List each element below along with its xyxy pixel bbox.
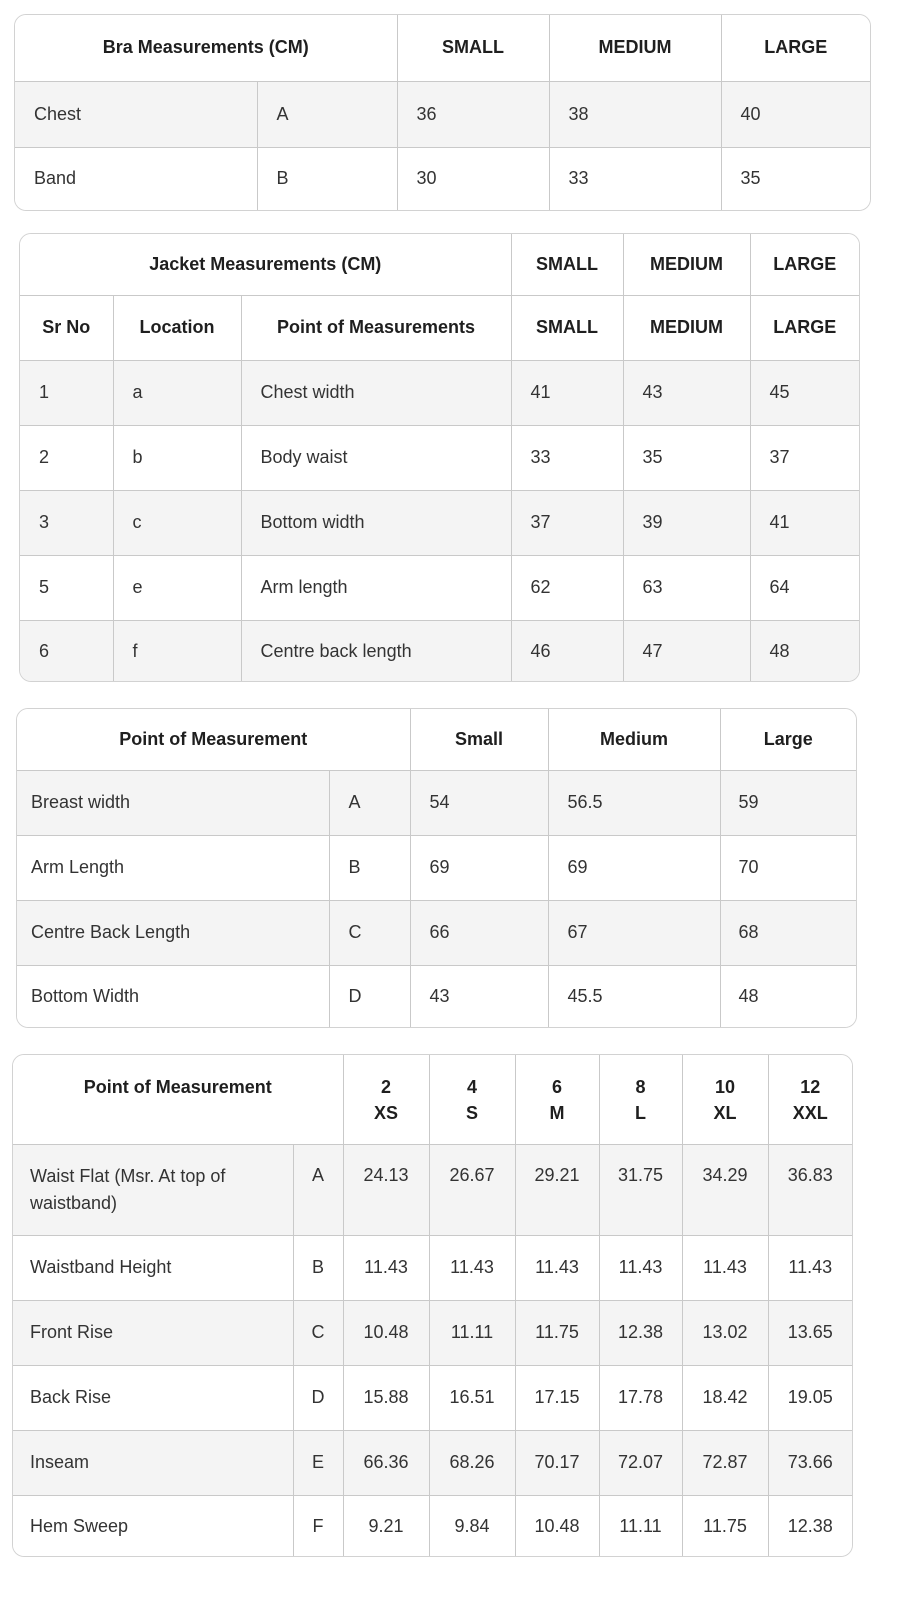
- cell-small: 66: [410, 900, 548, 965]
- size-code: S: [465, 1103, 478, 1123]
- row-label: Back Rise: [13, 1365, 293, 1430]
- row-code: B: [329, 835, 410, 900]
- row-code: A: [329, 770, 410, 835]
- table-row: [20, 555, 859, 620]
- table-row: [17, 835, 856, 900]
- bra-header-small: SMALL: [397, 15, 549, 81]
- table-row: [13, 1235, 852, 1300]
- cell-small: 36: [397, 81, 549, 147]
- fourth-title: Point of Measurement: [13, 1055, 343, 1144]
- cell-medium: 43: [623, 360, 750, 425]
- size-code: XL: [713, 1103, 737, 1123]
- cell-xs: 10.48: [343, 1300, 429, 1365]
- table-row: [17, 900, 856, 965]
- row-label: Breast width: [17, 770, 329, 835]
- cell-medium: 38: [549, 81, 721, 147]
- cell-xxl: 11.43: [768, 1235, 852, 1300]
- third-header-small: Small: [410, 709, 548, 770]
- cell-l: 31.75: [599, 1144, 682, 1235]
- row-code: A: [257, 81, 397, 147]
- cell-point: Bottom width: [241, 490, 511, 555]
- cell-medium: 63: [623, 555, 750, 620]
- third-title: Point of Measurement: [17, 709, 410, 770]
- cell-xxl: 73.66: [768, 1430, 852, 1495]
- row-code: F: [293, 1495, 343, 1557]
- row-code: C: [293, 1300, 343, 1365]
- jacket-header-small: SMALL: [511, 234, 623, 295]
- size-header-s: [429, 1055, 515, 1144]
- cell-large: 40: [721, 81, 870, 147]
- row-code: B: [293, 1235, 343, 1300]
- cell-small: 30: [397, 147, 549, 210]
- cell-xxl: 12.38: [768, 1495, 852, 1557]
- jacket-header-large: LARGE: [750, 234, 859, 295]
- jacket-sub-header-sr-no: Sr No: [20, 295, 113, 360]
- table-row: [13, 1365, 852, 1430]
- cell-xxl: 13.65: [768, 1300, 852, 1365]
- cell-xl: 13.02: [682, 1300, 768, 1365]
- cell-medium: 39: [623, 490, 750, 555]
- size-header-m: [515, 1055, 599, 1144]
- cell-point: Centre back length: [241, 620, 511, 682]
- cell-xl: 72.87: [682, 1430, 768, 1495]
- row-label: Chest: [15, 81, 257, 147]
- cell-sr-no: 3: [20, 490, 113, 555]
- table-row: [17, 965, 856, 1027]
- cell-small: 46: [511, 620, 623, 682]
- cell-large: 64: [750, 555, 859, 620]
- cell-medium: 47: [623, 620, 750, 682]
- bra-title: Bra Measurements (CM): [15, 15, 397, 81]
- cell-location: a: [113, 360, 241, 425]
- cell-m: 11.75: [515, 1300, 599, 1365]
- size-number: 12: [800, 1077, 821, 1097]
- cell-m: 10.48: [515, 1495, 599, 1557]
- row-code: D: [329, 965, 410, 1027]
- cell-s: 68.26: [429, 1430, 515, 1495]
- cell-s: 11.11: [429, 1300, 515, 1365]
- cell-large: 48: [750, 620, 859, 682]
- jacket-sub-header-large: LARGE: [750, 295, 859, 360]
- cell-l: 12.38: [599, 1300, 682, 1365]
- cell-l: 11.11: [599, 1495, 682, 1557]
- cell-xl: 18.42: [682, 1365, 768, 1430]
- cell-xs: 9.21: [343, 1495, 429, 1557]
- row-label: Waistband Height: [13, 1235, 293, 1300]
- cell-m: 11.43: [515, 1235, 599, 1300]
- row-code: A: [293, 1144, 343, 1235]
- cell-large: 68: [720, 900, 856, 965]
- size-code: L: [635, 1103, 646, 1123]
- cell-medium: 33: [549, 147, 721, 210]
- cell-large: 45: [750, 360, 859, 425]
- cell-large: 70: [720, 835, 856, 900]
- cell-small: 62: [511, 555, 623, 620]
- table-row: [13, 1495, 852, 1557]
- cell-large: 37: [750, 425, 859, 490]
- row-label: Band: [15, 147, 257, 210]
- size-number: 2: [380, 1077, 391, 1097]
- cell-small: 54: [410, 770, 548, 835]
- table-row: [13, 1144, 852, 1235]
- cell-large: 35: [721, 147, 870, 210]
- row-label: Arm Length: [17, 835, 329, 900]
- cell-medium: 56.5: [548, 770, 720, 835]
- size-header-xxl: [768, 1055, 852, 1144]
- cell-l: 72.07: [599, 1430, 682, 1495]
- bra-header-medium: MEDIUM: [549, 15, 721, 81]
- cell-xxl: 36.83: [768, 1144, 852, 1235]
- jacket-sub-header-location: Location: [113, 295, 241, 360]
- size-code: XS: [373, 1103, 398, 1123]
- cell-sr-no: 5: [20, 555, 113, 620]
- table-row: [20, 490, 859, 555]
- cell-small: 33: [511, 425, 623, 490]
- table-row: [20, 620, 859, 682]
- size-code: XXL: [792, 1103, 828, 1123]
- table-row: [15, 147, 870, 210]
- row-code: C: [329, 900, 410, 965]
- size-header-xs: [343, 1055, 429, 1144]
- cell-xxl: 19.05: [768, 1365, 852, 1430]
- row-label: Bottom Width: [17, 965, 329, 1027]
- cell-medium: 67: [548, 900, 720, 965]
- size-number: 6: [551, 1077, 562, 1097]
- jacket-sub-header-point: Point of Measurements: [241, 295, 511, 360]
- size-number: 10: [714, 1077, 736, 1097]
- point-of-measurement-table-sml: [16, 708, 857, 1028]
- cell-s: 9.84: [429, 1495, 515, 1557]
- cell-l: 11.43: [599, 1235, 682, 1300]
- size-header-l: [599, 1055, 682, 1144]
- cell-medium: 35: [623, 425, 750, 490]
- row-code: D: [293, 1365, 343, 1430]
- cell-m: 17.15: [515, 1365, 599, 1430]
- cell-point: Chest width: [241, 360, 511, 425]
- jacket-title: Jacket Measurements (CM): [20, 234, 511, 295]
- cell-xs: 11.43: [343, 1235, 429, 1300]
- table-row: [13, 1430, 852, 1495]
- cell-xs: 15.88: [343, 1365, 429, 1430]
- jacket-measurements-table: [19, 233, 860, 682]
- table-row: [13, 1300, 852, 1365]
- table-row: [15, 81, 870, 147]
- cell-sr-no: 6: [20, 620, 113, 682]
- row-code: B: [257, 147, 397, 210]
- cell-medium: 69: [548, 835, 720, 900]
- cell-l: 17.78: [599, 1365, 682, 1430]
- cell-small: 43: [410, 965, 548, 1027]
- size-number: 8: [635, 1077, 646, 1097]
- third-header-medium: Medium: [548, 709, 720, 770]
- cell-large: 41: [750, 490, 859, 555]
- row-label: Hem Sweep: [13, 1495, 293, 1557]
- size-code: M: [549, 1103, 565, 1123]
- bra-measurements-table: [14, 14, 871, 211]
- row-label: Centre Back Length: [17, 900, 329, 965]
- cell-small: 69: [410, 835, 548, 900]
- row-label: Front Rise: [13, 1300, 293, 1365]
- cell-xl: 34.29: [682, 1144, 768, 1235]
- cell-small: 41: [511, 360, 623, 425]
- cell-large: 48: [720, 965, 856, 1027]
- cell-small: 37: [511, 490, 623, 555]
- cell-point: Arm length: [241, 555, 511, 620]
- cell-m: 29.21: [515, 1144, 599, 1235]
- size-header-xl: [682, 1055, 768, 1144]
- row-code: E: [293, 1430, 343, 1495]
- cell-s: 11.43: [429, 1235, 515, 1300]
- size-number: 4: [466, 1077, 477, 1097]
- table-row: [17, 770, 856, 835]
- cell-xl: 11.75: [682, 1495, 768, 1557]
- cell-sr-no: 2: [20, 425, 113, 490]
- cell-location: b: [113, 425, 241, 490]
- cell-m: 70.17: [515, 1430, 599, 1495]
- bra-header-large: LARGE: [721, 15, 870, 81]
- cell-sr-no: 1: [20, 360, 113, 425]
- row-label: Waist Flat (Msr. At top of waistband): [13, 1144, 293, 1235]
- cell-medium: 45.5: [548, 965, 720, 1027]
- cell-location: c: [113, 490, 241, 555]
- third-header-large: Large: [720, 709, 856, 770]
- cell-s: 26.67: [429, 1144, 515, 1235]
- cell-point: Body waist: [241, 425, 511, 490]
- cell-location: e: [113, 555, 241, 620]
- row-label: Inseam: [13, 1430, 293, 1495]
- table-row: [20, 360, 859, 425]
- point-of-measurement-table-sizes: [12, 1054, 853, 1557]
- jacket-sub-header-medium: MEDIUM: [623, 295, 750, 360]
- cell-xl: 11.43: [682, 1235, 768, 1300]
- jacket-sub-header-small: SMALL: [511, 295, 623, 360]
- jacket-header-medium: MEDIUM: [623, 234, 750, 295]
- cell-xs: 66.36: [343, 1430, 429, 1495]
- cell-location: f: [113, 620, 241, 682]
- cell-xs: 24.13: [343, 1144, 429, 1235]
- cell-s: 16.51: [429, 1365, 515, 1430]
- table-row: [20, 425, 859, 490]
- cell-large: 59: [720, 770, 856, 835]
